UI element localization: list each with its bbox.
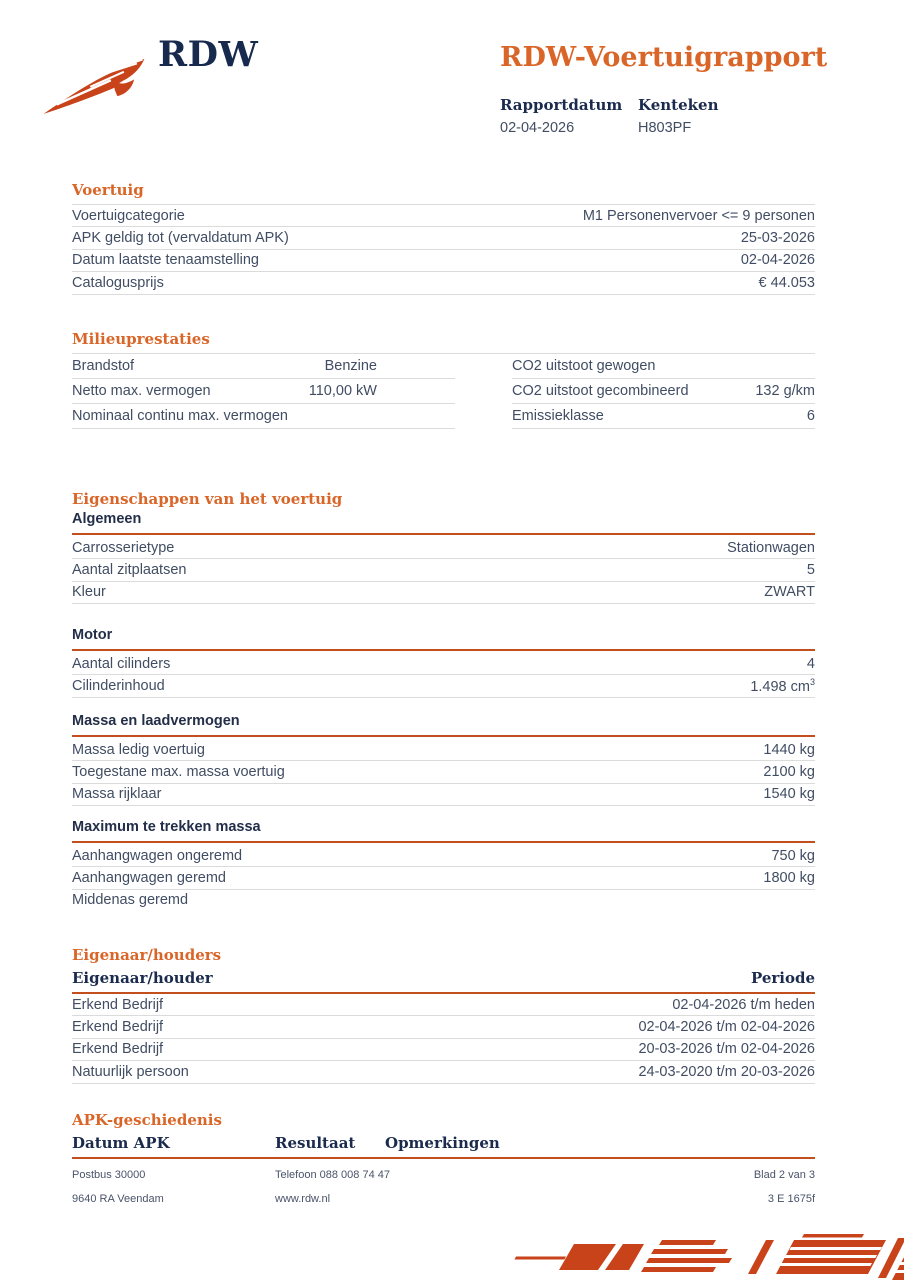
row-label: Aantal cilinders — [72, 655, 171, 672]
subsection-rows — [72, 537, 815, 604]
report-date-block — [500, 96, 622, 136]
row-label: Voertuigcategorie — [72, 207, 185, 224]
row-label: Emissieklasse — [512, 408, 604, 424]
column-header-datum-apk: Datum APK — [72, 1134, 170, 1152]
row-value: 1540 kg — [763, 786, 815, 803]
subsection-title-maximum-trekken: Maximum te trekken massa — [72, 819, 815, 843]
subsection-title-massa: Massa en laadvermogen — [72, 713, 815, 737]
owner-cell: Erkend Bedrijf — [72, 1019, 164, 1036]
section-voertuig — [72, 181, 815, 295]
subsection-maximum-trekken — [72, 819, 815, 911]
milieu-left-column — [72, 354, 455, 429]
license-plate-value: H803PF — [638, 120, 692, 136]
report-date-label: Rapportdatum — [500, 96, 623, 114]
row-value: Benzine — [324, 358, 377, 374]
period-cell: 24-03-2020 t/m 20-03-2026 — [638, 1063, 815, 1080]
owner-cell: Natuurlijk persoon — [72, 1063, 189, 1080]
subsection-rows — [72, 739, 815, 806]
row-value: 1800 kg — [763, 870, 815, 887]
footer-line — [72, 1169, 815, 1181]
table-row — [72, 653, 815, 675]
table-row — [72, 890, 815, 911]
row-label: Massa rijklaar — [72, 786, 162, 803]
row-label: APK geldig tot (vervaldatum APK) — [72, 230, 289, 247]
table-row — [72, 404, 455, 429]
table-row — [72, 227, 815, 249]
owner-cell: Erkend Bedrijf — [72, 996, 164, 1013]
column-header-opmerkingen: Opmerkingen — [385, 1134, 500, 1152]
footer-page-info: Blad 2 van 3 — [753, 1169, 815, 1181]
section-title-eigenschappen: Eigenschappen van het voertuig — [72, 490, 343, 508]
rdw-logo-icon — [38, 46, 150, 122]
footer-address-line2: 9640 RA Veendam — [72, 1193, 164, 1205]
subsection-title-motor: Motor — [72, 627, 815, 651]
footer-address-line1: Postbus 30000 — [72, 1169, 146, 1181]
table-row — [512, 354, 815, 379]
subsection-rows — [72, 845, 815, 911]
row-value: 750 kg — [771, 847, 815, 864]
row-label: Aanhangwagen ongeremd — [72, 847, 243, 864]
rdw-logo-text: RDW — [158, 34, 259, 75]
subsection-motor — [72, 627, 815, 698]
section-eigenschappen — [72, 490, 815, 513]
section-apk-geschiedenis — [72, 1111, 815, 1159]
page-footer — [72, 1169, 815, 1217]
cylinder-capacity-value: 1.498 cm — [750, 679, 810, 695]
section-title-milieuprestaties: Milieuprestaties — [72, 330, 815, 354]
table-row — [72, 354, 455, 379]
row-value: 5 — [806, 562, 815, 579]
table-row — [72, 559, 815, 581]
license-plate-label: Kenteken — [638, 96, 719, 114]
section-title-eigenaar-houders: Eigenaar/houders — [72, 946, 222, 964]
apk-table-header — [72, 1131, 815, 1159]
table-row — [72, 1061, 815, 1083]
column-header-owner: Eigenaar/houder — [72, 969, 213, 987]
section-eigenaar-houders — [72, 946, 815, 1084]
row-value: 02-04-2026 — [740, 252, 815, 269]
row-label: CO2 uitstoot gecombineerd — [512, 383, 689, 399]
row-value: 110,00 kW — [308, 383, 377, 399]
section-title-voertuig: Voertuig — [72, 181, 815, 205]
subsection-title-algemeen: Algemeen — [72, 511, 815, 535]
owner-table-header — [72, 966, 815, 994]
row-label: Catalogusprijs — [72, 274, 164, 291]
row-value: Stationwagen — [727, 539, 815, 556]
table-row — [72, 250, 815, 272]
table-row — [72, 761, 815, 783]
row-value: M1 Personenvervoer <= 9 personen — [582, 207, 815, 224]
period-cell: 20-03-2026 t/m 02-04-2026 — [638, 1041, 815, 1058]
row-value: 1440 kg — [763, 741, 815, 758]
table-row — [72, 205, 815, 227]
column-header-resultaat: Resultaat — [275, 1134, 356, 1152]
section-title-apk-geschiedenis: APK-geschiedenis — [72, 1111, 222, 1129]
row-value — [750, 677, 815, 695]
row-label: Cilinderinhoud — [72, 678, 165, 695]
table-row — [72, 272, 815, 294]
table-row — [72, 1016, 815, 1038]
table-row — [72, 537, 815, 559]
row-label: Nominaal continu max. vermogen — [72, 408, 288, 424]
row-value: 6 — [806, 408, 815, 424]
table-row — [72, 867, 815, 889]
row-label: Massa ledig voertuig — [72, 741, 205, 758]
table-row — [72, 994, 815, 1016]
footer-line — [72, 1193, 815, 1205]
table-row — [72, 1039, 815, 1061]
row-value: 2100 kg — [763, 764, 815, 781]
row-label: Middenas geremd — [72, 892, 189, 909]
row-value: € 44.053 — [758, 274, 815, 291]
table-row — [72, 845, 815, 867]
footer-doc-code: 3 E 1675f — [767, 1193, 815, 1205]
table-row — [512, 404, 815, 429]
row-label: Toegestane max. massa voertuig — [72, 764, 285, 781]
table-row — [72, 675, 815, 697]
row-label: Kleur — [72, 584, 106, 601]
column-header-period: Periode — [750, 969, 815, 987]
page-title: RDW-Voertuigrapport — [500, 42, 828, 73]
cylinder-capacity-superscript: 3 — [809, 677, 815, 688]
period-cell: 02-04-2026 t/m 02-04-2026 — [638, 1019, 815, 1036]
footer-website: www.rdw.nl — [275, 1193, 331, 1205]
period-cell: 02-04-2026 t/m heden — [672, 996, 815, 1013]
section-milieuprestaties — [72, 330, 815, 429]
subsection-rows — [72, 653, 815, 698]
subsection-massa — [72, 713, 815, 806]
license-plate-block — [638, 96, 718, 136]
table-row — [72, 784, 815, 806]
table-row — [72, 582, 815, 604]
owner-cell: Erkend Bedrijf — [72, 1041, 164, 1058]
row-value: ZWART — [764, 584, 815, 601]
row-value: 132 g/km — [755, 383, 815, 399]
footer-phone: Telefoon 088 008 74 47 — [275, 1169, 390, 1181]
row-label: Datum laatste tenaamstelling — [72, 252, 259, 269]
row-value: 25-03-2026 — [740, 230, 815, 247]
row-label: Carrosserietype — [72, 539, 175, 556]
milieu-right-column — [512, 354, 815, 429]
row-label: CO2 uitstoot gewogen — [512, 358, 656, 374]
row-label: Aantal zitplaatsen — [72, 562, 187, 579]
report-date-value: 02-04-2026 — [500, 120, 575, 136]
row-label: Netto max. vermogen — [72, 383, 211, 399]
row-value: 4 — [806, 655, 815, 672]
table-row — [512, 379, 815, 404]
row-label: Brandstof — [72, 358, 135, 374]
table-row — [72, 379, 455, 404]
subsection-algemeen — [72, 511, 815, 604]
table-row — [72, 739, 815, 761]
milieu-columns — [72, 354, 815, 429]
row-label: Aanhangwagen geremd — [72, 870, 226, 887]
speed-stripes-graphic — [504, 1232, 904, 1280]
